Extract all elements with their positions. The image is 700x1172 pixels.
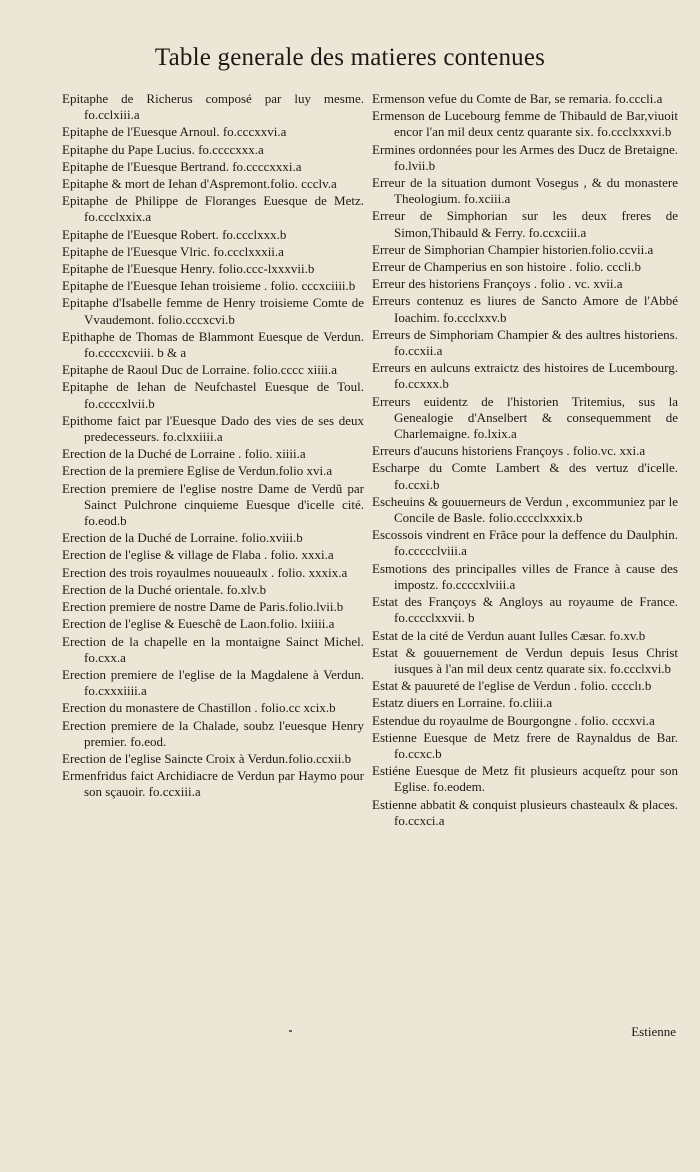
index-entry [372, 460, 678, 492]
index-entry-text: Erection premiere de la Chalade, soubz l'euesque Henry premier. fo.eod. [62, 717, 364, 749]
index-entry-text: Erreurs contenuz es liures de Sancto Amore de l'Abbé Ioachim. fo.ccclxxv.b [372, 293, 678, 325]
index-entry-text: Epitaphe du Pape Lucius. fo.ccccxxx.a [62, 141, 264, 157]
index-entry [62, 124, 364, 140]
index-entry [62, 768, 364, 800]
index-entry [372, 394, 678, 443]
index-entry-text: Escharpe du Comte Lambert & des vertuz d'icelle. fo.ccxi.b [372, 460, 678, 492]
index-entry-text: Ermenfridus faict Archidiacre de Verdun par Haymo pour son sçauoir. fo.ccxiii.a [62, 768, 364, 800]
index-entry-text: Erection de la Duché de Lorraine. folio.xviii.b [62, 530, 303, 546]
index-entry-text: Escossois vindrent en Frãce pour la deffence du Daulphin. fo.ccccclviii.a [372, 527, 678, 559]
index-entry-text: Epitaphe de l'Euesque Robert. fo.ccclxxx.b [62, 226, 287, 242]
index-entry-text: Erreurs euidentz de l'historien Tritemius, sus la Genealogie d'Anselbert & consequemment de Charlemaigne. fo.lxix.a [372, 393, 678, 442]
index-entry [62, 565, 364, 581]
index-entry [372, 628, 678, 644]
index-entry-text: Erreur de Champerius en son histoire . folio. cccli.b [372, 259, 641, 275]
index-entry-text: Estatz diuers en Lorraine. fo.cliii.a [372, 695, 553, 711]
index-entry [372, 443, 678, 459]
index-entry [372, 142, 678, 174]
index-entry-text: Epitaphe de Raoul Duc de Lorraine. folio.cccc xiiii.a [62, 362, 338, 378]
index-entry-text: Estiéne Euesque de Metz fit plusieurs acqueſtz pour son Eglise. fo.eodem. [372, 763, 678, 795]
index-entry-text: Erection de la Duché orientale. fo.xlv.b [62, 581, 267, 597]
index-entry [372, 494, 678, 526]
index-entry [372, 276, 678, 292]
index-entry [62, 413, 364, 445]
index-entry [372, 175, 678, 207]
index-entry-text: Epitaphe de Richerus composé par luy mesme. fo.cclxiii.a [62, 91, 364, 123]
index-entry-text: Estendue du royaulme de Bourgongne . folio. cccxvi.a [372, 712, 655, 728]
index-entry [62, 481, 364, 530]
index-entry [372, 242, 678, 258]
index-entry [62, 530, 364, 546]
index-entry [372, 730, 678, 762]
index-entry-text: Epitaphe d'Isabelle femme de Henry troisieme Comte de Vvaudemont. folio.cccxcvi.b [62, 295, 364, 327]
index-entry-text: Erreurs d'aucuns historiens Françoys . folio.vc. xxi.a [372, 443, 646, 459]
print-speck [289, 1030, 292, 1032]
index-entry [372, 91, 678, 107]
index-entry [62, 261, 364, 277]
index-entry-text: Erection du monastere de Chastillon . folio.cc xcix.b [62, 700, 336, 716]
index-entry-text: Epitaphe de l'Euesque Iehan troisieme . folio. cccxciiii.b [62, 278, 356, 294]
index-entry [62, 142, 364, 158]
index-entry [372, 713, 678, 729]
index-entry [62, 599, 364, 615]
index-entry-text: Estat & pauureté de l'eglise de Verdun . folio. cccclı.b [372, 678, 652, 694]
index-entry-text: Epitaphe & mort de Iehan d'Aspremont.folio. ccclv.a [62, 176, 337, 192]
index-entry-text: Erection de la chapelle en la montaigne Sainct Michel. fo.cxx.a [62, 633, 364, 665]
index-entry [62, 329, 364, 361]
index-entry-text: Erection de l'eglise & Eueschê de Laon.folio. lxiiii.a [62, 616, 335, 632]
index-entry-text: Erreurs en aulcuns extraictz des histoires de Lucembourg. fo.ccxxx.b [372, 360, 678, 392]
index-entry [62, 718, 364, 750]
index-entry-text: Epitaphe de l'Euesque Arnoul. fo.cccxxvi.a [62, 124, 287, 140]
index-entry [62, 446, 364, 462]
index-entry-text: Erection de l'eglise & village de Flaba . folio. xxxi.a [62, 547, 334, 563]
index-entry [372, 208, 678, 240]
index-entry-text: Erreur de Simphorian Champier historien.folio.ccvii.a [372, 241, 654, 257]
index-entry [62, 91, 364, 123]
index-entry [372, 797, 678, 829]
index-entry-text: Erection de l'eglise Saincte Croix à Verdun.folio.ccxii.b [62, 750, 352, 766]
index-entry [372, 594, 678, 626]
index-entry-text: Erection de la premiere Eglise de Verdun.folio xvi.a [62, 463, 333, 479]
index-entry [372, 259, 678, 275]
index-entry [372, 695, 678, 711]
index-entry [62, 176, 364, 192]
index-entry [372, 360, 678, 392]
index-entry-text: Estat de la cité de Verdun auant Iulles Cæsar. fo.xv.b [372, 627, 646, 643]
index-entry-text: Erection premiere de l'eglise de la Magdalene à Verdun. fo.cxxxiiii.a [62, 666, 364, 699]
index-entry-text: Epitaphe de l'Euesque Bertrand. fo.ccccxxxi.a [62, 158, 302, 174]
index-entry [62, 547, 364, 563]
index-entry [372, 763, 678, 795]
index-entry-text: Epitaphe de Iehan de Neufchastel Euesque de Toul. fo.ccccxlvii.b [62, 379, 364, 411]
index-entry-text: Estat & gouuernement de Verdun depuis Iesus Christ iusques à l'an mil deux centz quarate six. fo.ccclxvi.b [372, 644, 678, 676]
index-entry-text: Estat des Françoys & Angloys au royaume de France. fo.cccclxxvii. b [372, 594, 678, 626]
index-entry [372, 293, 678, 325]
index-entry [372, 678, 678, 694]
index-entry-text: Epitaphe de Philippe de Floranges Euesque de Metz. fo.ccclxxix.a [62, 193, 364, 225]
index-entry [62, 582, 364, 598]
index-entry [62, 634, 364, 666]
index-entry-text: Erreurs de Simphoriam Champier & des aultres historiens. fo.ccxii.a [372, 326, 678, 359]
index-entry-text: Ermines ordonnées pour les Armes des Ducz de Bretaigne. fo.lvii.b [372, 141, 678, 173]
index-entry-text: Erection des trois royaulmes nouueaulx . folio. xxxix.a [62, 564, 348, 580]
index-entry-text: Erection premiere de nostre Dame de Paris.folio.lvii.b [62, 599, 344, 615]
index-entry-text: Epitaphe de l'Euesque Henry. folio.ccc-lxxxvii.b [62, 261, 315, 277]
index-entry [62, 193, 364, 225]
index-entry-text: Epitaphe de l'Euesque Vlric. fo.ccclxxxii.a [62, 243, 284, 259]
index-entry-text: Ermenson de Lucebourg femme de Thibauld de Bar,viuoit encor l'an mil deux centz quarante six. fo.ccclxxxvi.b [372, 108, 678, 140]
index-entry [62, 227, 364, 243]
index-entry [62, 616, 364, 632]
index-entry [62, 278, 364, 294]
index-entry [372, 527, 678, 559]
index-entry [62, 667, 364, 699]
index-entry-text: Estienne abbatit & conquist plusieurs chasteaulx & places. fo.ccxci.a [372, 796, 678, 828]
index-entry-text: Estienne Euesque de Metz frere de Raynaldus de Bar. fo.ccxc.b [372, 729, 678, 761]
index-column-left [62, 91, 364, 802]
index-entry [372, 561, 678, 593]
index-entry [62, 362, 364, 378]
index-entry-text: Erreur de Simphorian sur les deux freres de Simon,Thibauld & Ferry. fo.ccxciii.a [372, 208, 678, 240]
index-entry [62, 463, 364, 479]
index-entry [62, 379, 364, 411]
catchword: Estienne [631, 1024, 676, 1039]
index-column-right [372, 91, 678, 830]
index-entry-text: Epithaphe de Thomas de Blammont Euesque de Verdun. fo.ccccxcviii. b & a [62, 328, 364, 361]
index-entry-text: Erection premiere de l'eglise nostre Dame de Verdũ par Sainct Pulchrone cinquieme Euesque d'icelle cité. fo.eod.b [62, 480, 364, 529]
page-title: Table generale des matieres contenues [154, 44, 546, 71]
index-entry [62, 751, 364, 767]
index-entry-text: Erreur de la situation dumont Vosegus , & du monastere Theologium. fo.xciii.a [372, 175, 678, 207]
index-entry-text: Epithome faict par l'Euesque Dado des vies de ses deux predecesseurs. fo.clxxiiii.a [62, 412, 364, 445]
index-entry [372, 327, 678, 359]
index-entry-text: Ermenson vefue du Comte de Bar, se remaria. fo.cccli.a [372, 91, 663, 106]
index-entry-text: Erreur des historiens Françoys . folio . vc. xvii.a [372, 276, 623, 292]
index-entry [62, 295, 364, 327]
index-entry [372, 108, 678, 140]
index-entry-text: Erection de la Duché de Lorraine . folio. xiiii.a [62, 446, 306, 462]
index-entry [62, 700, 364, 716]
index-entry [62, 159, 364, 175]
index-entry [62, 244, 364, 260]
index-entry-text: Escheuins & gouuerneurs de Verdun , excommuniez par le Concile de Basle. folio.cccclxxxix.b [372, 493, 678, 526]
index-entry-text: Esmotions des principalles villes de France à cause des impostz. fo.ccccxlviii.a [372, 560, 678, 592]
index-entry [372, 645, 678, 677]
